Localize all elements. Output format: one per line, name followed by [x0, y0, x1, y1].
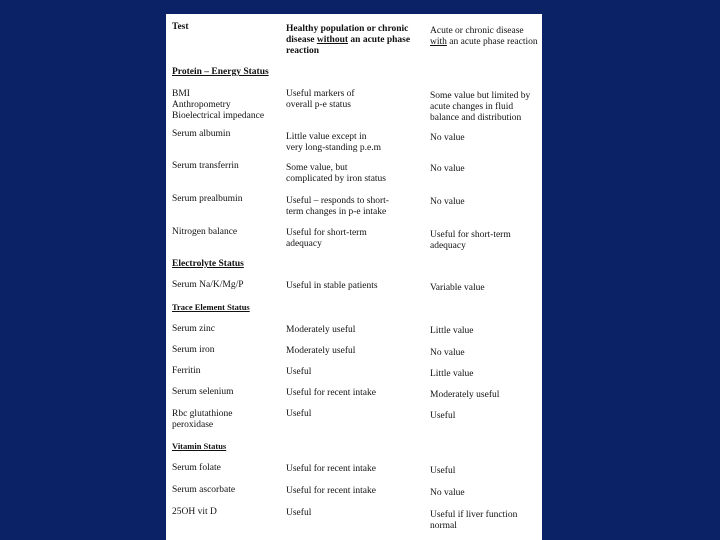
- row-test: Rbc glutathione peroxidase: [172, 409, 233, 430]
- row-test: Serum Na/K/Mg/P: [172, 280, 244, 290]
- row-test: Serum transferrin: [172, 161, 239, 171]
- row-healthy: Useful for recent intake: [286, 388, 376, 398]
- row-healthy: Moderately useful: [286, 346, 356, 356]
- row-healthy: Little value except in very long-standing p.e.m: [286, 132, 381, 153]
- row-healthy: Some value, but complicated by iron status: [286, 163, 386, 184]
- row-acute: Useful for short-term adequacy: [430, 230, 511, 251]
- row-test: Serum zinc: [172, 324, 216, 334]
- row-test: Serum iron: [172, 345, 215, 355]
- row-acute: No value: [430, 133, 465, 143]
- header-healthy: Healthy population or chronic disease without an acute phase reaction: [286, 24, 411, 56]
- section-trace-element: Trace Element Status: [172, 302, 250, 312]
- row-healthy: Moderately useful: [286, 325, 356, 335]
- row-acute: Little value: [430, 369, 474, 379]
- row-healthy: Useful: [286, 508, 312, 518]
- row-acute: Little value: [430, 326, 474, 336]
- section-vitamin: Vitamin Status: [172, 441, 227, 451]
- row-acute: Useful: [430, 466, 456, 476]
- row-acute: No value: [430, 348, 465, 358]
- row-acute: Moderately useful: [430, 390, 500, 400]
- section-protein-energy: Protein – Energy Status: [172, 67, 269, 77]
- row-healthy: Useful markers of overall p-e status: [286, 89, 355, 110]
- row-acute: Useful: [430, 411, 456, 421]
- row-acute: Useful if liver function normal: [430, 510, 518, 531]
- row-test: Serum ascorbate: [172, 485, 236, 495]
- header-acute: Acute or chronic disease with an acute phase reaction: [430, 26, 538, 47]
- row-healthy: Useful in stable patients: [286, 281, 378, 291]
- row-acute: No value: [430, 488, 465, 498]
- row-test: Serum prealbumin: [172, 194, 243, 204]
- row-healthy: Useful for recent intake: [286, 486, 376, 496]
- section-electrolyte: Electrolyte Status: [172, 259, 244, 269]
- header-test: Test: [172, 22, 189, 32]
- row-test: Serum selenium: [172, 387, 234, 397]
- row-test: Serum albumin: [172, 129, 231, 139]
- row-acute: Some value but limited by acute changes in fluid balance and distribution: [430, 91, 531, 123]
- row-acute: No value: [430, 164, 465, 174]
- document-page: [166, 14, 542, 540]
- row-healthy: Useful: [286, 367, 312, 377]
- row-acute: Variable value: [430, 283, 485, 293]
- row-acute: No value: [430, 197, 465, 207]
- row-test: BMI Anthropometry Bioelectrical impedance: [172, 89, 265, 121]
- row-healthy: Useful: [286, 409, 312, 419]
- row-test: Serum folate: [172, 463, 221, 473]
- row-healthy: Useful – responds to short- term changes in p-e intake: [286, 196, 389, 217]
- row-test: Ferritin: [172, 366, 201, 376]
- row-test: Nitrogen balance: [172, 227, 238, 237]
- row-healthy: Useful for short-term adequacy: [286, 228, 367, 249]
- row-test: 25OH vit D: [172, 507, 217, 517]
- row-healthy: Useful for recent intake: [286, 464, 376, 474]
